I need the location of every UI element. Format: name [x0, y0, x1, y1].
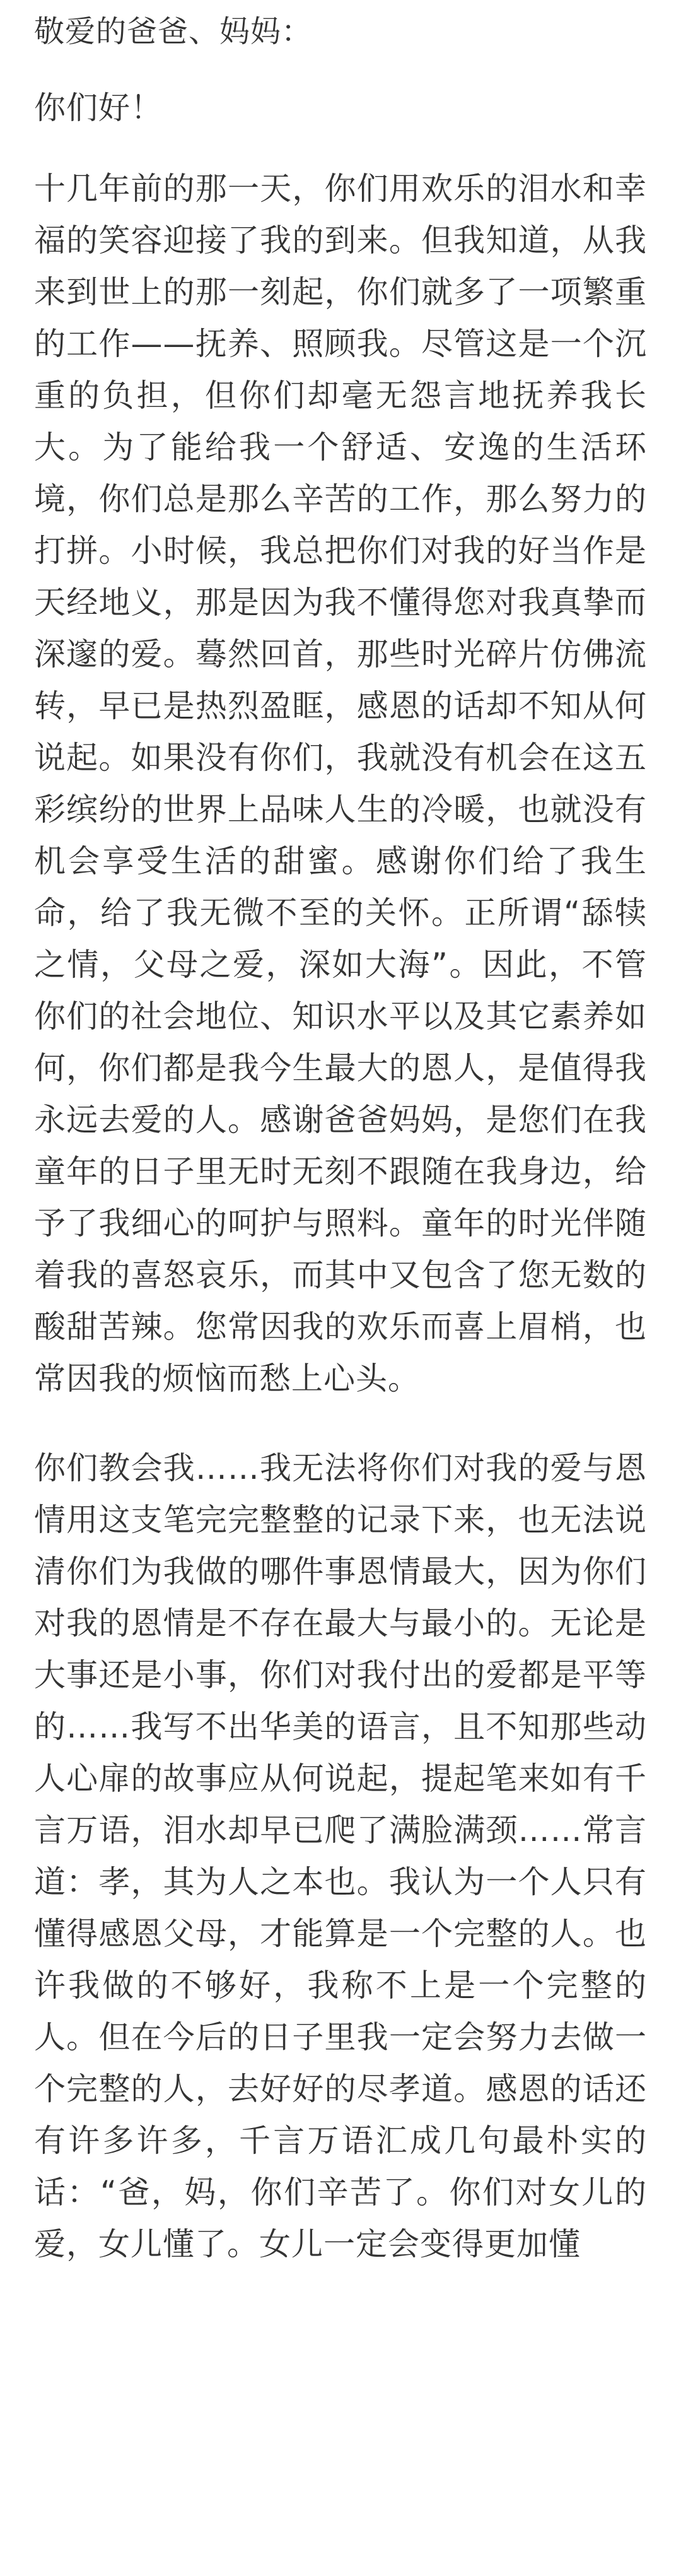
letter-paragraph-2: 你们教会我……我无法将你们对我的爱与恩情用这支笔完完整整的记录下来，也无法说清你们为我做的哪件事恩情最大，因为你们对我的恩情是不存在最大与最小的。无论是大事还是小事，你们对我付出的爱都是平等的……我写不出华美的语言，且不知那些动人心扉的故事应从何说起，提起笔来如有千言万语，泪水却早已爬了满脸满颈……常言道：孝，其为人之本也。我认为一个人只有懂得感恩父母，才能算是一个完整的人。也许我做的不够好，我称不上是一个完整的人。但在今后的日子里我一定会努力去做一个完整的人，去好好的尽孝道。感恩的话还有许多许多，千言万语汇成几句最朴实的话：“爸，妈，你们辛苦了。你们对女儿的爱，女儿懂了。女儿一定会变得更加懂 — [34, 1450, 647, 2262]
letter-salutation: 你们好！ — [34, 90, 163, 126]
letter-paragraph-1: 十几年前的那一天，你们用欢乐的泪水和幸福的笑容迎接了我的到来。但我知道，从我来到世上的那一刻起，你们就多了一项繁重的工作——抚养、照顾我。尽管这是一个沉重的负担，但你们却毫无怨言地抚养我长大。为了能给我一个舒适、安逸的生活环境，你们总是那么辛苦的工作，那么努力的打拼。小时候，我总把你们对我的好当作是天经地义，那是因为我不懂得您对我真挚而深邃的爱。蓦然回首，那些时光碎片仿佛流转，早已是热烈盈眶，感恩的话却不知从何说起。如果没有你们，我就没有机会在这五彩缤纷的世界上品味人生的冷暖，也就没有机会享受生活的甜蜜。感谢你们给了我生命，给了我无微不至的关怀。正所谓“舔犊之情，父母之爱，深如大海”。因此，不管你们的社会地位、知识水平以及其它素养如何，你们都是我今生最大的恩人，是值得我永远去爱的人。感谢爸爸妈妈，是您们在我童年的日子里无时无刻不跟随在我身边，给予了我细心的呵护与照料。童年的时光伴随着我的喜怒哀乐，而其中又包含了您无数的酸甜苦辣。您常因我的欢乐而喜上眉梢，也常因我的烦恼而愁上心头。 — [34, 170, 647, 1397]
letter-greeting: 敬爱的爸爸、妈妈： — [34, 14, 313, 49]
